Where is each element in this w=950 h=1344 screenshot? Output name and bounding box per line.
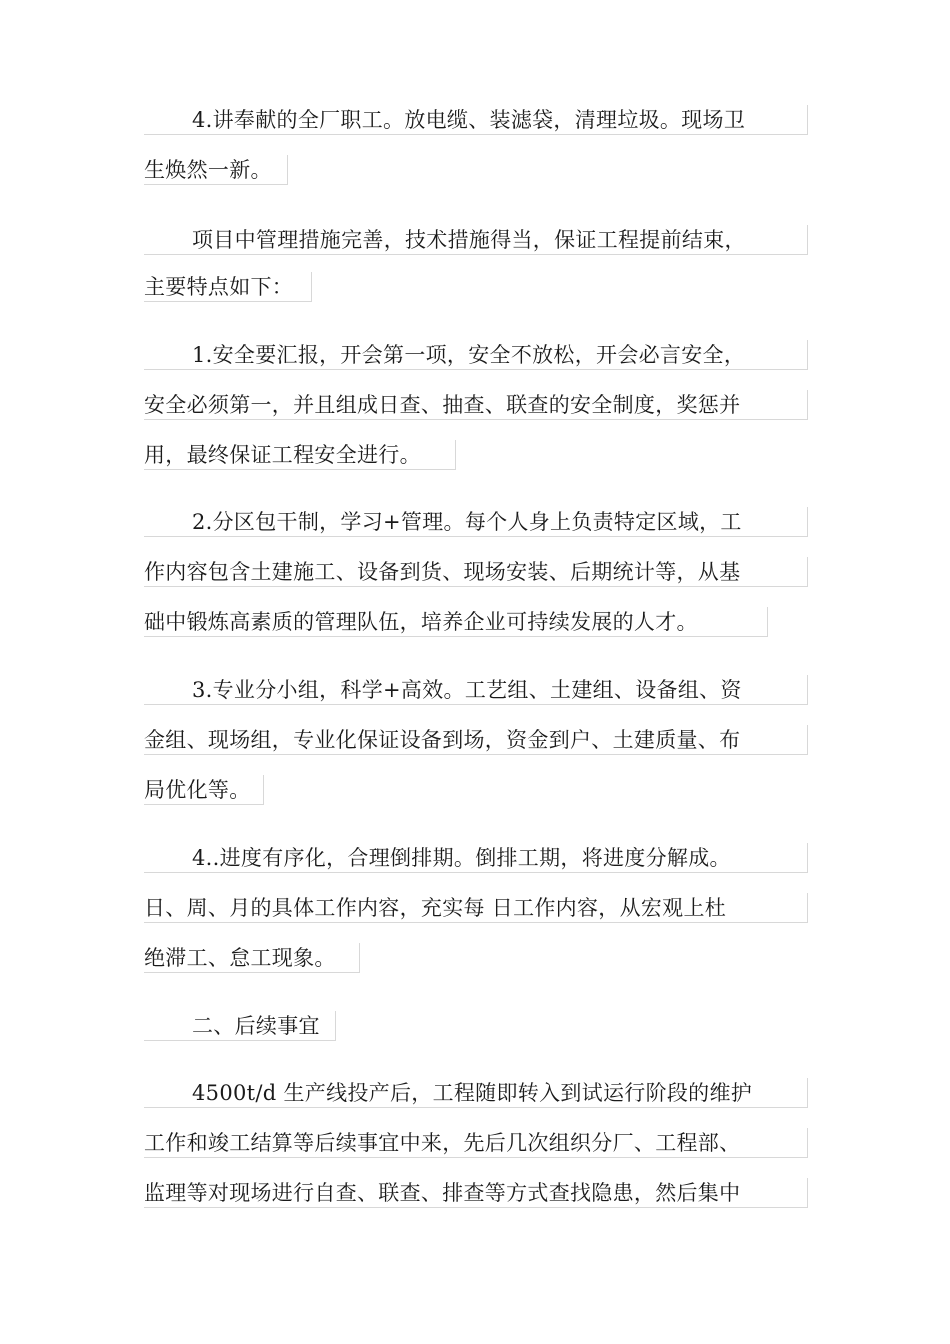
paragraph-4-line-2: 作内容包含土建施工、设备到货、现场安装、后期统计等，从基 [144,557,808,587]
paragraph-3-line-3: 用，最终保证工程安全进行。 [144,440,456,470]
paragraph-3-line-2: 安全必须第一，并且组成日查、抽查、联查的安全制度，奖惩并 [144,390,808,420]
paragraph-2-line-1: 项目中管理措施完善，技术措施得当，保证工程提前结束， [144,225,808,255]
paragraph-4-line-1: 2.分区包干制，学习+管理。每个人身上负责特定区域，工 [144,507,808,537]
paragraph-1-line-1: 4.讲奉献的全厂职工。放电缆、装滤袋，清理垃圾。现场卫 [144,105,808,135]
paragraph-6-line-3: 绝滞工、怠工现象。 [144,943,360,973]
paragraph-1-line-2: 生焕然一新。 [144,155,288,185]
paragraph-2-line-2: 主要特点如下： [144,272,312,302]
section-heading: 二、后续事宜 [144,1011,336,1041]
paragraph-5-line-2: 金组、现场组，专业化保证设备到场，资金到户、土建质量、布 [144,725,808,755]
paragraph-4-line-3: 础中锻炼高素质的管理队伍，培养企业可持续发展的人才。 [144,607,768,637]
paragraph-6-line-2: 日、周、月的具体工作内容，充实每 日工作内容，从宏观上杜 [144,893,808,923]
paragraph-6-line-1: 4..进度有序化，合理倒排期。倒排工期，将进度分解成。 [144,843,808,873]
paragraph-3-line-1: 1.安全要汇报，开会第一项，安全不放松，开会必言安全， [144,340,808,370]
paragraph-8-line-3: 监理等对现场进行自查、联查、排查等方式查找隐患，然后集中 [144,1178,808,1208]
paragraph-8-line-1: 4500t/d 生产线投产后，工程随即转入到试运行阶段的维护 [144,1078,808,1108]
paragraph-5-line-1: 3.专业分小组，科学+高效。工艺组、土建组、设备组、资 [144,675,808,705]
paragraph-8-line-2: 工作和竣工结算等后续事宜中来，先后几次组织分厂、工程部、 [144,1128,808,1158]
paragraph-5-line-3: 局优化等。 [144,775,264,805]
